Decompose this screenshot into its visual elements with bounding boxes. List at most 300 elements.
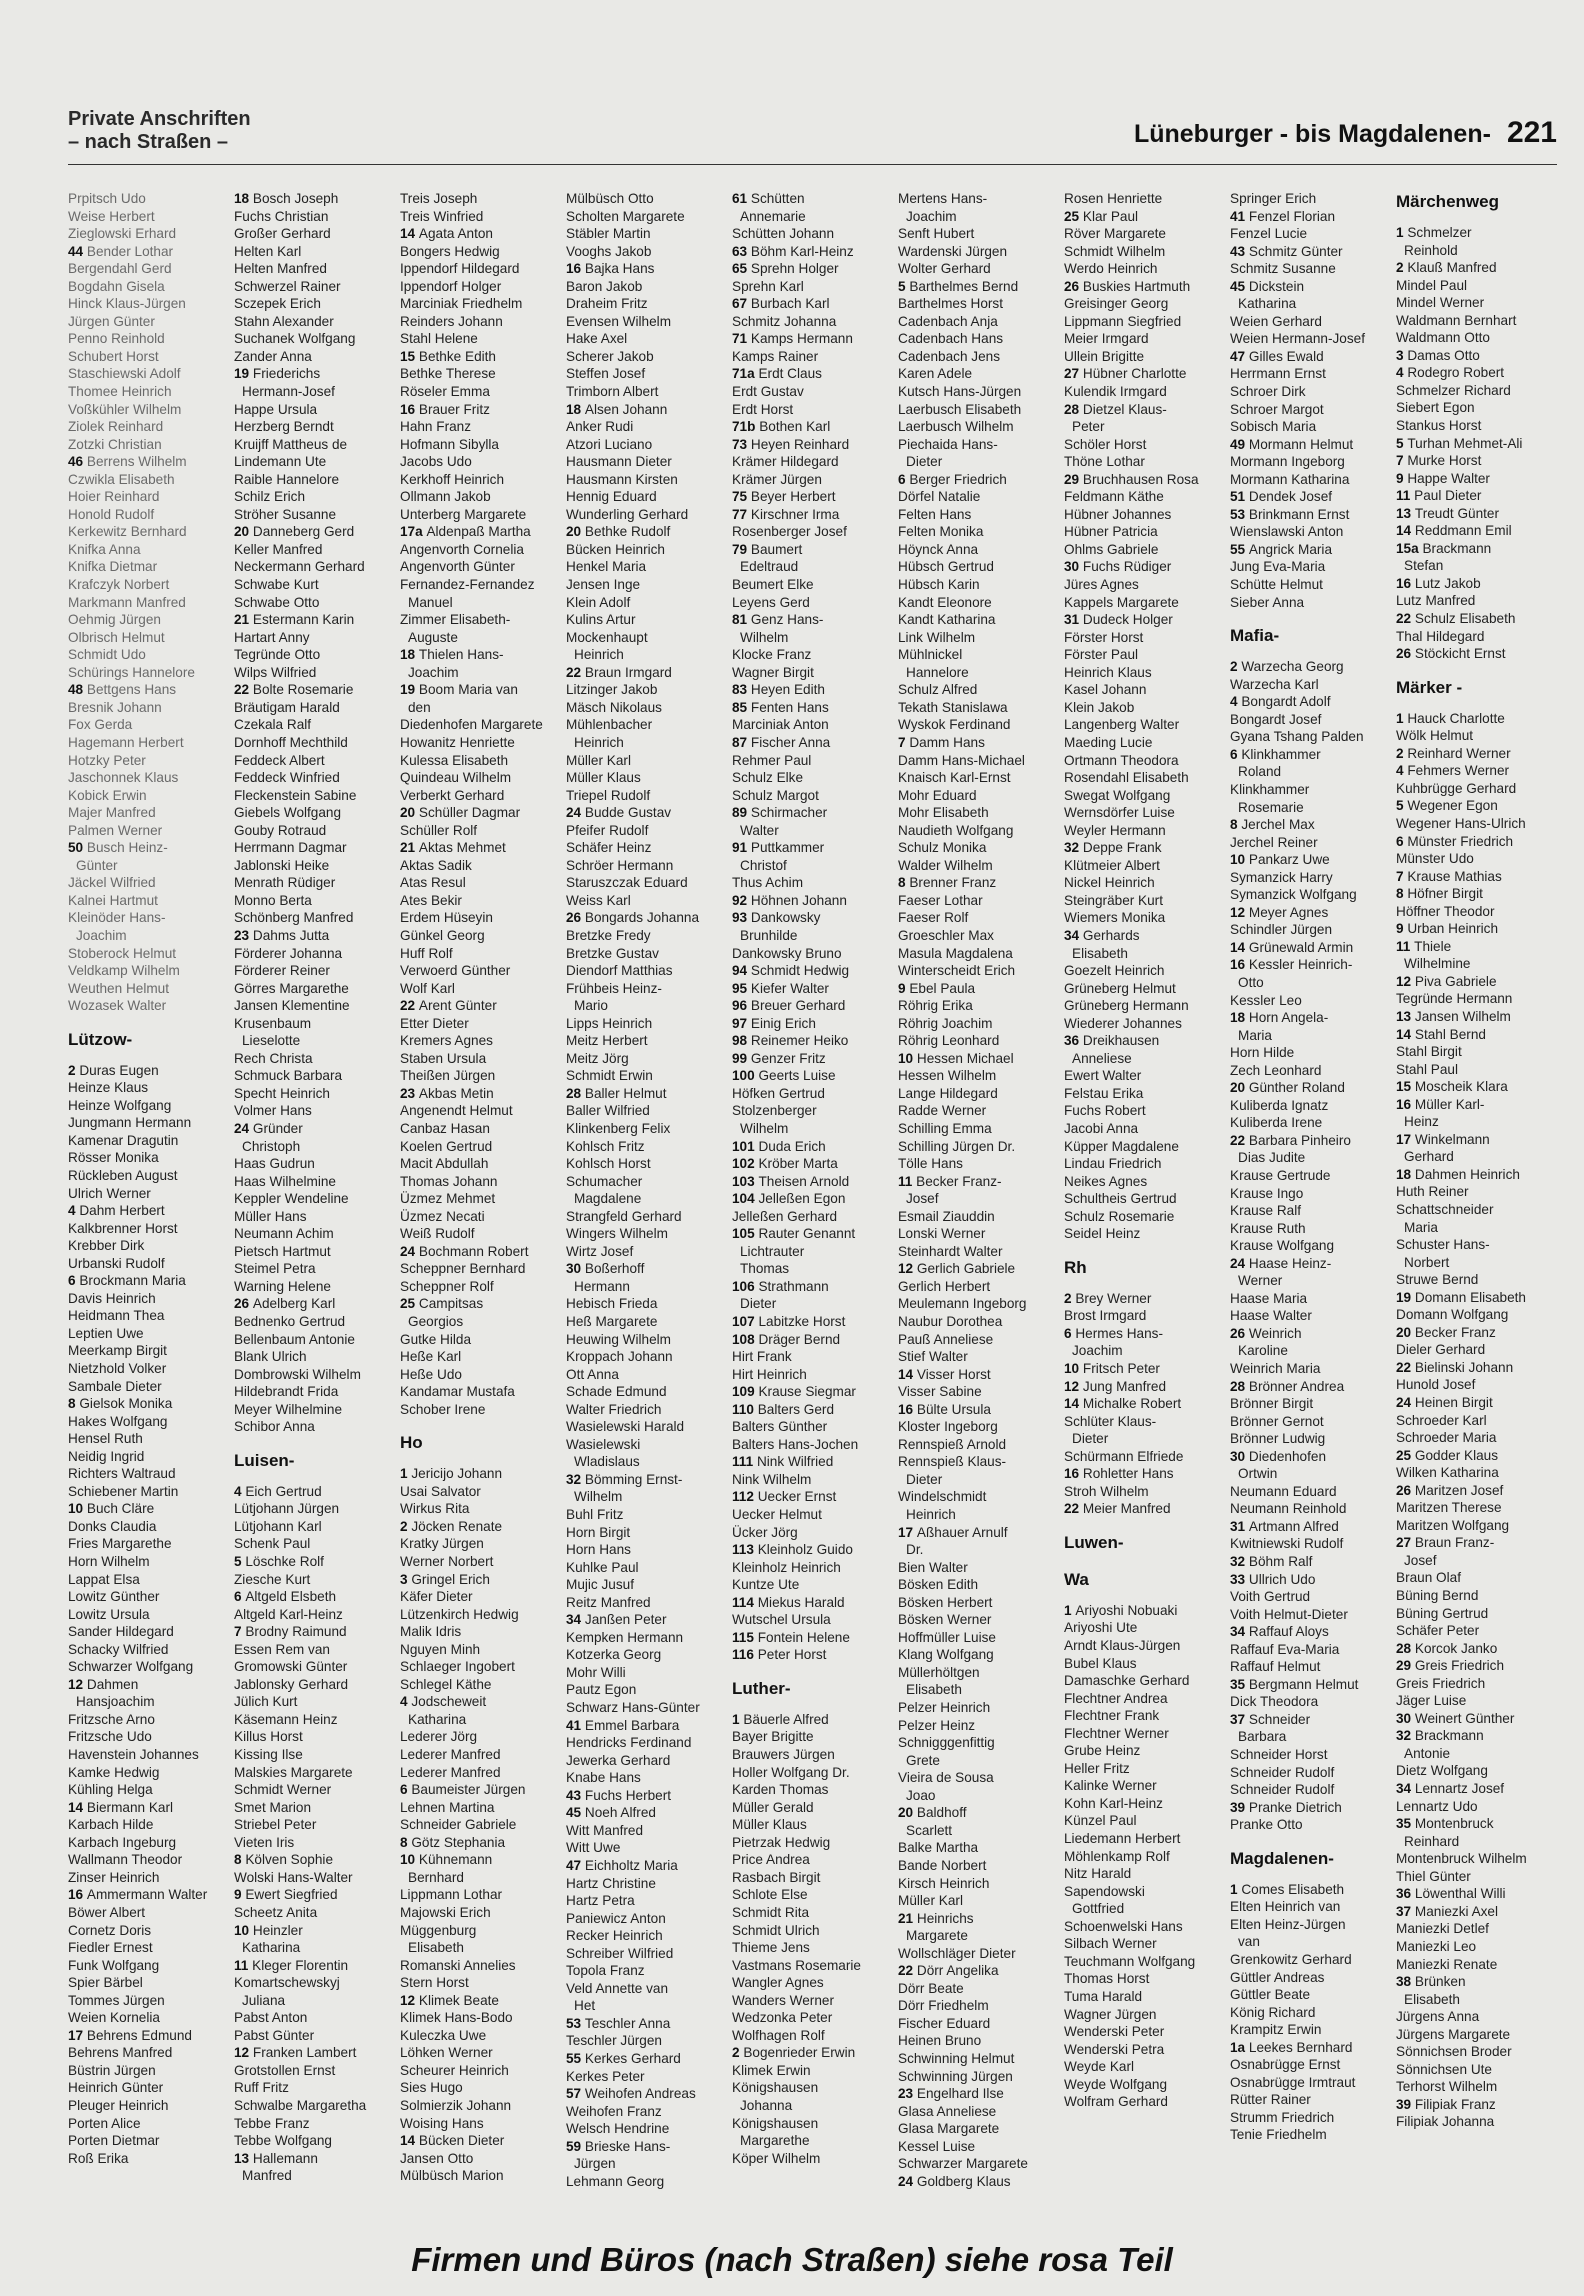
resident-entry bbox=[68, 1939, 226, 1957]
resident-name: Meerkamp Birgit bbox=[68, 1343, 167, 1359]
resident-name: Holler Wolfgang Dr. bbox=[732, 1764, 850, 1780]
resident-name: Meier Irmgard bbox=[1064, 331, 1149, 347]
resident-name: Maeding Lucie bbox=[1064, 734, 1153, 750]
house-number: 7 bbox=[234, 1624, 246, 1640]
house-number: 109 bbox=[732, 1384, 759, 1400]
resident-name: Moscheik Klara bbox=[1414, 1079, 1508, 1095]
resident-name: Wollschläger Dieter bbox=[898, 1945, 1016, 1961]
resident-name: Kölven Sophie bbox=[245, 1852, 334, 1868]
house-number: 5 bbox=[234, 1554, 246, 1570]
house-number: 25 bbox=[400, 1296, 419, 1312]
house-number: 47 bbox=[566, 1857, 585, 1873]
resident-name: Anker Rudi bbox=[566, 419, 634, 435]
resident-name: Bender Lothar bbox=[86, 243, 174, 259]
resident-entry bbox=[234, 1834, 392, 1852]
resident-entry bbox=[400, 1295, 558, 1313]
resident-entry bbox=[68, 1957, 226, 1975]
resident-name: Raffauf Eva-Maria bbox=[1230, 1641, 1340, 1657]
resident-entry bbox=[234, 874, 392, 892]
resident-entry bbox=[234, 1641, 392, 1659]
resident-entry bbox=[400, 1102, 558, 1120]
resident-entry bbox=[732, 734, 890, 752]
street-heading: Luisen- bbox=[234, 1450, 295, 1470]
resident-entry bbox=[1230, 1079, 1388, 1097]
resident-entry bbox=[732, 418, 890, 436]
resident-entry bbox=[1230, 711, 1388, 729]
resident-name: Masula Magdalena bbox=[898, 945, 1013, 961]
house-number: 3 bbox=[1396, 347, 1408, 363]
resident-entry bbox=[1396, 850, 1554, 868]
resident-entry bbox=[1230, 1465, 1388, 1483]
resident-name: Katharina bbox=[408, 1711, 467, 1727]
resident-name: Hinck Klaus-Jürgen bbox=[68, 296, 186, 312]
resident-entry bbox=[898, 646, 1056, 664]
resident-entry bbox=[1064, 769, 1222, 787]
resident-name: Heinrich Klaus bbox=[1064, 664, 1152, 680]
house-number: 20 bbox=[1230, 1080, 1249, 1096]
resident-name: Dias Judite bbox=[1238, 1150, 1306, 1166]
house-number: 14 bbox=[68, 1799, 87, 1815]
resident-entry bbox=[1064, 1307, 1222, 1325]
resident-entry bbox=[1230, 1378, 1388, 1396]
resident-entry bbox=[566, 681, 724, 699]
resident-entry bbox=[234, 330, 392, 348]
house-number: 8 bbox=[1396, 886, 1408, 902]
resident-entry bbox=[68, 874, 226, 892]
resident-name: Brockmann Maria bbox=[79, 1273, 186, 1289]
resident-name: Kamke Hedwig bbox=[68, 1764, 160, 1780]
resident-name: Kleinöder Hans- bbox=[68, 910, 166, 926]
resident-entry bbox=[234, 1518, 392, 1536]
resident-entry bbox=[234, 822, 392, 840]
resident-entry bbox=[898, 945, 1056, 963]
resident-entry bbox=[68, 1571, 226, 1589]
resident-entry bbox=[732, 1260, 890, 1278]
resident-entry bbox=[1064, 278, 1222, 296]
resident-entry bbox=[732, 330, 890, 348]
resident-entry bbox=[1230, 1588, 1388, 1606]
resident-name: Gerlich Gabriele bbox=[916, 1261, 1016, 1277]
resident-entry bbox=[566, 1313, 724, 1331]
resident-name: Akbas Metin bbox=[418, 1085, 494, 1101]
house-number: 4 bbox=[234, 1483, 246, 1499]
resident-entry bbox=[68, 1553, 226, 1571]
resident-name: Tebbe Franz bbox=[234, 2115, 310, 2131]
house-number: 6 bbox=[234, 1589, 246, 1605]
resident-name: Schuster Hans- bbox=[1396, 1237, 1490, 1253]
resident-entry bbox=[400, 962, 558, 980]
resident-entry bbox=[1396, 920, 1554, 938]
resident-entry bbox=[566, 962, 724, 980]
resident-name: Donks Claudia bbox=[68, 1518, 157, 1534]
house-number: 16 bbox=[68, 1887, 87, 1903]
resident-name: Krause Ruth bbox=[1230, 1220, 1306, 1236]
resident-entry bbox=[400, 1764, 558, 1782]
resident-entry bbox=[1396, 2078, 1554, 2096]
resident-name: Felstau Erika bbox=[1064, 1085, 1144, 1101]
resident-entry bbox=[732, 1816, 890, 1834]
house-number: 21 bbox=[234, 612, 253, 628]
resident-name: Reinhard bbox=[1404, 1833, 1460, 1849]
house-number: 38 bbox=[1396, 1974, 1415, 1990]
resident-name: Erdt Claus bbox=[758, 366, 822, 382]
resident-entry bbox=[898, 699, 1056, 717]
resident-name: Brünken bbox=[1414, 1974, 1466, 1990]
resident-name: Filipiak Johanna bbox=[1396, 2114, 1495, 2130]
resident-name: Horn Hilde bbox=[1230, 1045, 1295, 1061]
house-number: 36 bbox=[1064, 1033, 1083, 1049]
resident-name: Dendek Josef bbox=[1248, 489, 1333, 505]
resident-entry bbox=[1064, 558, 1222, 576]
resident-name: Blank Ulrich bbox=[234, 1349, 307, 1365]
resident-name: Schüller Rolf bbox=[400, 822, 478, 838]
resident-name: Huff Rolf bbox=[400, 945, 453, 961]
house-number: 9 bbox=[1396, 921, 1408, 937]
resident-name: Dieter bbox=[740, 1296, 777, 1312]
resident-name: Murke Horst bbox=[1407, 453, 1482, 469]
street-heading: Märker - bbox=[1396, 677, 1463, 697]
resident-name: Thus Achim bbox=[732, 875, 804, 891]
resident-entry bbox=[566, 243, 724, 261]
resident-name: Keller Manfred bbox=[234, 541, 323, 557]
resident-name: Giebels Wolfgang bbox=[234, 805, 342, 821]
resident-name: Hennig Eduard bbox=[566, 489, 657, 505]
resident-name: Rösser Monika bbox=[68, 1150, 159, 1166]
resident-name: Lütjohann Jürgen bbox=[234, 1501, 340, 1517]
resident-entry bbox=[898, 1752, 1056, 1770]
resident-name: Herrmann Ernst bbox=[1230, 366, 1326, 382]
resident-entry bbox=[1064, 1672, 1222, 1690]
resident-name: Hildebrandt Frida bbox=[234, 1384, 339, 1400]
resident-name: Annemarie bbox=[740, 208, 806, 224]
resident-entry bbox=[1396, 382, 1554, 400]
house-number: 71a bbox=[732, 366, 759, 382]
resident-name: Bongardt Josef bbox=[1230, 711, 1322, 727]
resident-name: Röhrig Leonhard bbox=[898, 1033, 1000, 1049]
resident-entry bbox=[1230, 2126, 1388, 2144]
resident-entry bbox=[898, 1541, 1056, 1559]
house-number: 75 bbox=[732, 489, 751, 505]
resident-name: Schmelzer Richard bbox=[1396, 382, 1511, 398]
resident-name: Voßkühler Wilhelm bbox=[68, 401, 182, 417]
resident-name: Lützenkirch Hedwig bbox=[400, 1606, 519, 1622]
resident-entry bbox=[68, 1395, 226, 1413]
resident-entry bbox=[234, 348, 392, 366]
resident-name: Stahl Birgit bbox=[1396, 1044, 1462, 1060]
resident-name: Elisabeth bbox=[1072, 945, 1128, 961]
resident-name: Fenzel Lucie bbox=[1230, 226, 1308, 242]
street-heading: Rh bbox=[1064, 1257, 1087, 1277]
house-number: 7 bbox=[1396, 453, 1408, 469]
resident-name: Kuleczka Uwe bbox=[400, 2027, 487, 2043]
resident-entry bbox=[68, 2009, 226, 2027]
resident-name: Wunderling Gerhard bbox=[566, 506, 689, 522]
resident-name: Görres Margarethe bbox=[234, 980, 349, 996]
resident-entry bbox=[1230, 1711, 1388, 1729]
resident-entry bbox=[732, 1295, 890, 1313]
resident-entry bbox=[898, 681, 1056, 699]
house-number: 20 bbox=[234, 524, 253, 540]
resident-name: Dahm Herbert bbox=[79, 1203, 165, 1219]
resident-name: Hermann-Josef bbox=[242, 384, 335, 400]
resident-entry bbox=[1064, 225, 1222, 243]
resident-entry bbox=[1396, 1885, 1554, 1903]
resident-entry bbox=[234, 980, 392, 998]
resident-entry bbox=[400, 1693, 558, 1711]
resident-entry bbox=[234, 1658, 392, 1676]
resident-entry bbox=[1230, 1395, 1388, 1413]
resident-entry bbox=[732, 1576, 890, 1594]
resident-entry bbox=[400, 418, 558, 436]
resident-entry bbox=[68, 1816, 226, 1834]
resident-name: Thomas bbox=[740, 1261, 790, 1277]
resident-name: Fuchs Robert bbox=[1064, 1103, 1146, 1119]
house-number: 15 bbox=[1396, 1079, 1415, 1095]
resident-name: Greis Friedrich bbox=[1414, 1658, 1505, 1674]
resident-entry bbox=[1396, 592, 1554, 610]
resident-name: Bergmann Helmut bbox=[1248, 1676, 1359, 1692]
resident-name: Breuer Gerhard bbox=[750, 998, 846, 1014]
resident-name: Fischer Eduard bbox=[898, 2015, 991, 2031]
resident-name: Becker Franz bbox=[1414, 1324, 1496, 1340]
resident-name: Voith Gertrud bbox=[1230, 1589, 1311, 1605]
resident-entry bbox=[566, 2120, 724, 2138]
resident-name: Mindel Werner bbox=[1396, 295, 1485, 311]
house-number: 13 bbox=[234, 2150, 253, 2166]
resident-entry bbox=[400, 1904, 558, 1922]
resident-name: Striebel Peter bbox=[234, 1817, 317, 1833]
resident-entry bbox=[732, 1471, 890, 1489]
resident-name: Scheetz Anita bbox=[234, 1904, 318, 1920]
resident-name: Wladislaus bbox=[574, 1454, 640, 1470]
house-number: 1a bbox=[1230, 2039, 1249, 2055]
resident-name: Dietzel Klaus- bbox=[1082, 401, 1167, 417]
resident-name: Kohlsch Fritz bbox=[566, 1138, 645, 1154]
resident-entry bbox=[400, 1138, 558, 1156]
resident-entry bbox=[400, 1676, 558, 1694]
resident-name: Ewert Walter bbox=[1064, 1068, 1142, 1084]
resident-entry bbox=[1230, 260, 1388, 278]
resident-entry bbox=[1064, 1988, 1222, 2006]
resident-name: Brinkmann Ernst bbox=[1248, 506, 1350, 522]
resident-name: Hake Axel bbox=[566, 331, 628, 347]
resident-name: Hartart Anny bbox=[234, 629, 310, 645]
resident-entry bbox=[732, 523, 890, 541]
house-number: 9 bbox=[898, 980, 910, 996]
resident-entry bbox=[732, 1348, 890, 1366]
house-number: 22 bbox=[234, 682, 253, 698]
resident-name: Faeser Rolf bbox=[898, 910, 969, 926]
resident-name: Schäfer Heinz bbox=[566, 840, 652, 856]
resident-entry bbox=[566, 2015, 724, 2033]
house-number: 26 bbox=[1396, 646, 1415, 662]
resident-entry bbox=[400, 1500, 558, 1518]
house-number: 63 bbox=[732, 243, 751, 259]
resident-entry bbox=[68, 1799, 226, 1817]
resident-entry bbox=[68, 594, 226, 612]
resident-entry bbox=[1064, 208, 1222, 226]
resident-entry bbox=[68, 1781, 226, 1799]
resident-entry bbox=[566, 1629, 724, 1647]
resident-entry bbox=[234, 1728, 392, 1746]
resident-entry bbox=[234, 576, 392, 594]
resident-name: Schwarzer Wolfgang bbox=[68, 1659, 194, 1675]
resident-name: Spier Bärbel bbox=[68, 1975, 143, 1991]
resident-name: Bösken Edith bbox=[898, 1577, 979, 1593]
house-number: 85 bbox=[732, 699, 751, 715]
resident-name: Terhorst Wilhelm bbox=[1396, 2079, 1498, 2095]
resident-entry bbox=[898, 664, 1056, 682]
resident-entry bbox=[400, 927, 558, 945]
resident-name: Tebbe Wolfgang bbox=[234, 2133, 332, 2149]
resident-entry bbox=[234, 1816, 392, 1834]
house-number: 20 bbox=[1396, 1324, 1415, 1340]
resident-entry bbox=[68, 1974, 226, 1992]
resident-name: Kandt Eleonore bbox=[898, 594, 992, 610]
resident-entry bbox=[566, 1839, 724, 1857]
resident-name: Wolf Karl bbox=[400, 980, 455, 996]
street-heading: Magdalenen- bbox=[1230, 1848, 1334, 1868]
resident-name: Wedzonka Peter bbox=[732, 2010, 833, 2026]
resident-name: Winkelmann bbox=[1414, 1131, 1490, 1147]
resident-entry bbox=[1230, 658, 1388, 676]
resident-entry bbox=[898, 208, 1056, 226]
house-number: 6 bbox=[400, 1782, 412, 1798]
resident-entry bbox=[732, 646, 890, 664]
resident-entry bbox=[1396, 727, 1554, 745]
resident-name: Hoffmüller Luise bbox=[898, 1629, 996, 1645]
resident-name: Bochmann Robert bbox=[418, 1243, 529, 1259]
house-number: 79 bbox=[732, 541, 751, 557]
resident-name: Macit Abdullah bbox=[400, 1156, 489, 1172]
resident-name: Schwinning Helmut bbox=[898, 2050, 1015, 2066]
house-number: 32 bbox=[1064, 840, 1083, 856]
resident-entry bbox=[68, 1746, 226, 1764]
house-number: 22 bbox=[1230, 1132, 1249, 1148]
resident-name: Danneberg Gerd bbox=[252, 524, 355, 540]
resident-entry bbox=[400, 945, 558, 963]
resident-entry bbox=[234, 1483, 392, 1501]
resident-entry bbox=[234, 436, 392, 454]
resident-name: Strathmann bbox=[758, 1278, 829, 1294]
house-number: 34 bbox=[1396, 1781, 1415, 1797]
resident-name: Stoberock Helmut bbox=[68, 945, 177, 961]
resident-entry bbox=[1396, 1183, 1554, 1201]
resident-name: Biermann Karl bbox=[86, 1799, 174, 1815]
resident-name: Rosendahl Elisabeth bbox=[1064, 770, 1189, 786]
resident-entry bbox=[898, 1383, 1056, 1401]
resident-entry bbox=[68, 1307, 226, 1325]
resident-entry bbox=[1064, 1225, 1222, 1243]
resident-name: Stäbler Martin bbox=[566, 226, 651, 242]
resident-name: Hübsch Gertrud bbox=[898, 559, 994, 575]
resident-name: Hessen Michael bbox=[916, 1050, 1014, 1066]
resident-entry bbox=[400, 208, 558, 226]
resident-entry bbox=[1396, 2113, 1554, 2131]
street-heading: Märchenweg bbox=[1396, 192, 1499, 211]
resident-entry bbox=[732, 1541, 890, 1559]
resident-name: Essen Rem van bbox=[234, 1641, 330, 1657]
house-number: 59 bbox=[566, 2138, 585, 2154]
resident-name: Tommes Jürgen bbox=[68, 1992, 165, 2008]
resident-name: Knabe Hans bbox=[566, 1770, 641, 1786]
resident-name: Naudieth Wolfgang bbox=[898, 822, 1014, 838]
resident-name: Förderer Johanna bbox=[234, 945, 343, 961]
resident-entry bbox=[1230, 1816, 1388, 1834]
resident-entry bbox=[1064, 506, 1222, 524]
resident-entry bbox=[898, 2138, 1056, 2156]
resident-name: Haas Wilhelmine bbox=[234, 1173, 336, 1189]
resident-entry bbox=[234, 2150, 392, 2168]
resident-entry bbox=[1230, 190, 1388, 208]
resident-entry bbox=[566, 541, 724, 559]
resident-entry bbox=[1064, 1830, 1222, 1848]
resident-name: Kohlsch Horst bbox=[566, 1156, 651, 1172]
resident-name: Röhrig Joachim bbox=[898, 1015, 993, 1031]
resident-name: Schlegel Käthe bbox=[400, 1676, 492, 1692]
resident-entry bbox=[400, 401, 558, 419]
resident-entry bbox=[68, 1114, 226, 1132]
resident-entry bbox=[732, 1781, 890, 1799]
resident-entry bbox=[898, 225, 1056, 243]
resident-entry bbox=[1230, 904, 1388, 922]
resident-name: Heinrichs bbox=[916, 1910, 974, 1926]
resident-name: Greis Friedrich bbox=[1396, 1675, 1486, 1691]
house-number: 17 bbox=[898, 1524, 917, 1540]
resident-name: Treis Winfried bbox=[400, 208, 484, 224]
resident-entry bbox=[898, 330, 1056, 348]
resident-entry bbox=[1064, 681, 1222, 699]
resident-name: Wasielewski Harald bbox=[566, 1419, 685, 1435]
resident-name: Schwabe Kurt bbox=[234, 577, 319, 593]
resident-name: Fernandez-Fernandez bbox=[400, 577, 535, 593]
resident-name: Wilps Wilfried bbox=[234, 664, 317, 680]
resident-entry bbox=[234, 1418, 392, 1436]
resident-name: Weien Hermann-Josef bbox=[1230, 331, 1365, 347]
resident-name: Müller Karl bbox=[898, 1893, 963, 1909]
resident-name: Barthelmes Horst bbox=[898, 296, 1004, 312]
directory-columns bbox=[68, 190, 1560, 2208]
resident-entry bbox=[898, 1664, 1056, 1682]
resident-entry bbox=[1396, 540, 1554, 558]
resident-entry bbox=[1064, 1953, 1222, 1971]
resident-name: Bruchhausen Rosa bbox=[1082, 471, 1199, 487]
resident-entry bbox=[68, 1535, 226, 1553]
resident-name: Bethke Edith bbox=[418, 348, 496, 364]
resident-entry bbox=[68, 506, 226, 524]
resident-name: Jäckel Wilfried bbox=[68, 875, 156, 891]
house-number: 44 bbox=[68, 243, 87, 259]
resident-entry bbox=[566, 1260, 724, 1278]
resident-name: Knaisch Karl-Ernst bbox=[898, 770, 1011, 786]
resident-name: Hausmann Dieter bbox=[566, 454, 672, 470]
resident-name: Jülich Kurt bbox=[234, 1694, 298, 1710]
resident-name: Vieira de Sousa bbox=[898, 1770, 994, 1786]
resident-name: Wingers Wilhelm bbox=[566, 1226, 668, 1242]
resident-entry bbox=[1396, 1201, 1554, 1219]
resident-name: Meitz Herbert bbox=[566, 1033, 648, 1049]
resident-name: Magdalene bbox=[574, 1191, 642, 1207]
resident-entry bbox=[68, 1711, 226, 1729]
resident-name: Rech Christa bbox=[234, 1050, 313, 1066]
resident-name: Weien Gerhard bbox=[1230, 313, 1322, 329]
resident-entry bbox=[68, 1167, 226, 1185]
resident-entry bbox=[68, 1325, 226, 1343]
resident-entry bbox=[732, 1488, 890, 1506]
resident-name: Schnigggenfittig bbox=[898, 1735, 995, 1751]
resident-entry bbox=[234, 997, 392, 1015]
resident-entry bbox=[234, 1711, 392, 1729]
